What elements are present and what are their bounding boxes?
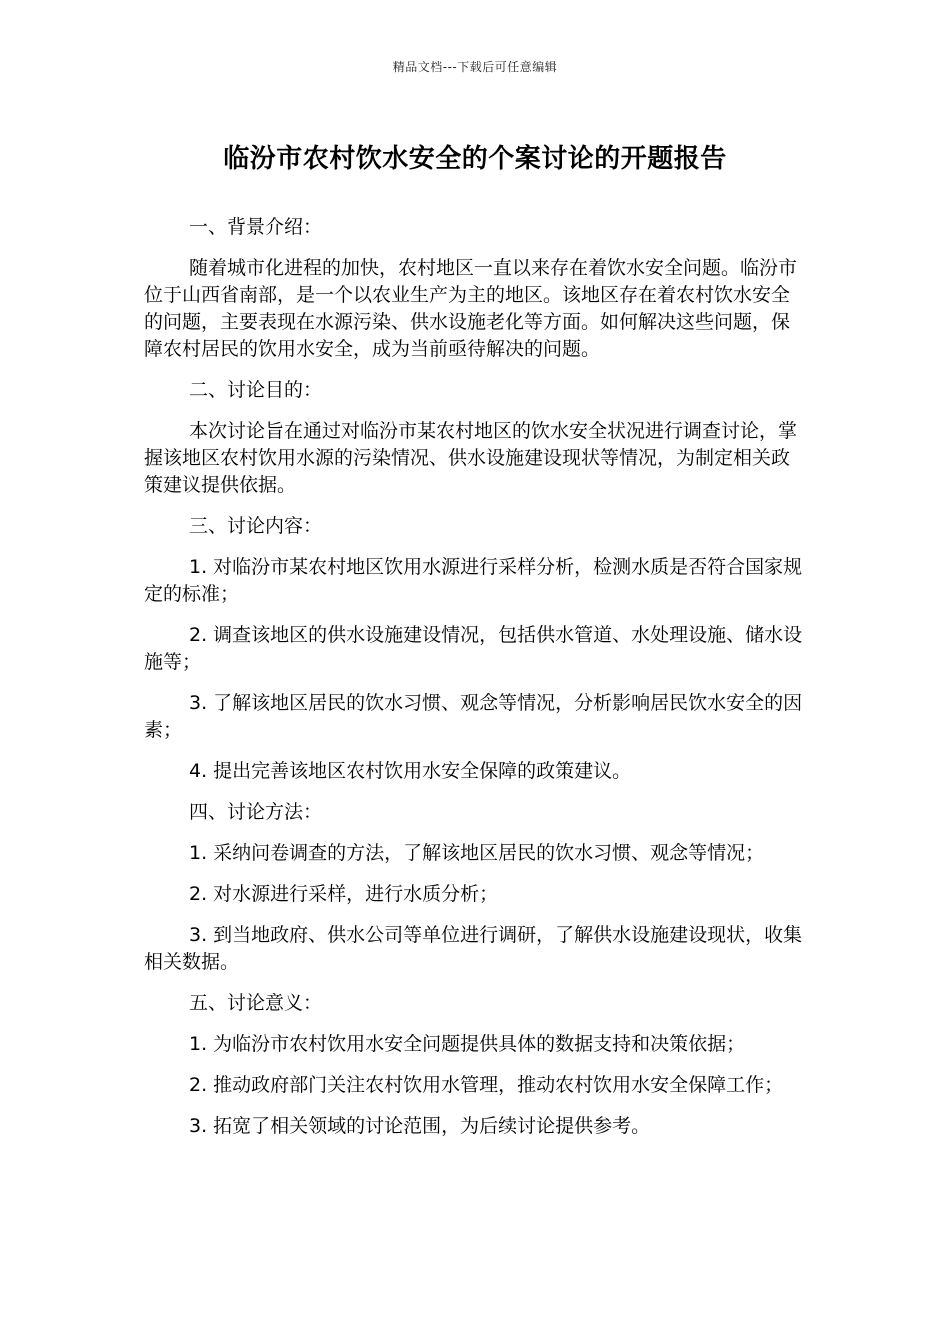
section-heading-significance: 五、讨论意义： bbox=[189, 992, 323, 1014]
page-header: 精品文档---下载后可任意编辑 bbox=[392, 60, 558, 74]
significance-item: 2. 推动政府部门关注农村饮用水管理，推动农村饮用水安全保障工作； bbox=[189, 1074, 784, 1096]
method-item: 2. 对水源进行采样，进行水质分析； bbox=[189, 883, 499, 905]
section-heading-purpose: 二、讨论目的： bbox=[189, 379, 323, 401]
document-title: 临汾市农村饮水安全的个案讨论的开题报告 bbox=[223, 144, 727, 174]
section-heading-background: 一、背景介绍： bbox=[189, 216, 323, 238]
section-heading-content: 三、讨论内容： bbox=[189, 515, 323, 537]
content-item: 3. 了解该地区居民的饮水习惯、观念等情况，分析影响居民饮水安全的因素； bbox=[144, 692, 803, 741]
significance-item: 3. 拓宽了相关领域的讨论范围，为后续讨论提供参考。 bbox=[189, 1115, 651, 1137]
content-item: 4. 提出完善该地区农村饮用水安全保障的政策建议。 bbox=[189, 760, 632, 782]
content-item: 1. 对临汾市某农村地区饮用水源进行采样分析，检测水质是否符合国家规定的标准； bbox=[144, 556, 803, 605]
document-body bbox=[144, 214, 806, 1154]
significance-item: 1. 为临汾市农村饮用水安全问题提供具体的数据支持和决策依据； bbox=[189, 1033, 746, 1055]
background-paragraph: 随着城市化进程的加快，农村地区一直以来存在着饮水安全问题。临汾市位于山西省南部，是一个以农业生产为主的地区。该地区存在着农村饮水安全的问题，主要表现在水源污染、供水设施老化等方面。如何解决这些问题，保障农村居民的饮用水安全，成为当前亟待解决的问题。 bbox=[144, 257, 798, 360]
section-heading-method: 四、讨论方法： bbox=[189, 801, 323, 823]
method-item: 1. 采纳问卷调查的方法，了解该地区居民的饮水习惯、观念等情况； bbox=[189, 842, 765, 864]
purpose-paragraph: 本次讨论旨在通过对临汾市某农村地区的饮水安全状况进行调查讨论，掌握该地区农村饮用水源的污染情况、供水设施建设现状等情况，为制定相关政策建议提供依据。 bbox=[144, 420, 798, 496]
content-item: 2. 调查该地区的供水设施建设情况，包括供水管道、水处理设施、储水设施等； bbox=[144, 624, 803, 673]
method-item: 3. 到当地政府、供水公司等单位进行调研，了解供水设施建设现状，收集相关数据。 bbox=[144, 924, 803, 973]
